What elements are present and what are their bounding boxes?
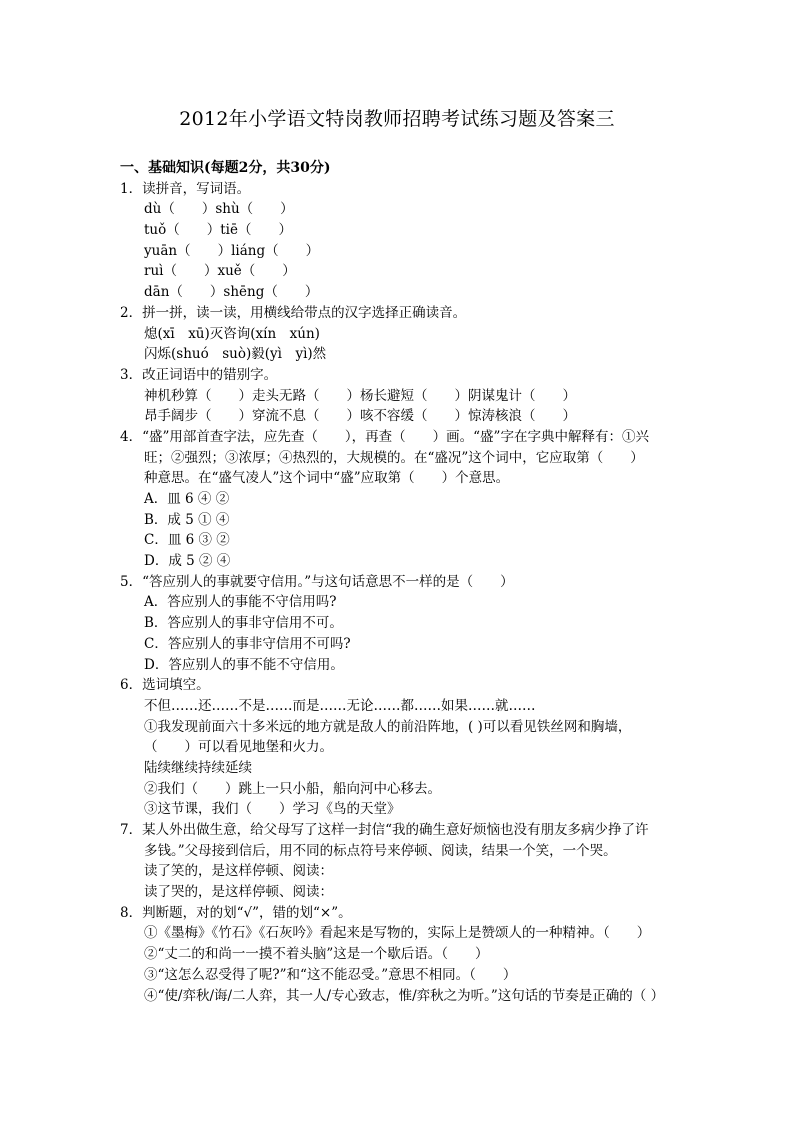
judgement-item: ①《墨梅》《竹石》《石灰吟》看起来是写物的，实际上是赞颂人的一种精神。（ ）	[144, 925, 651, 942]
question-1	[120, 179, 680, 303]
option-a: A．皿 6 ④ ②	[144, 491, 230, 507]
fill-sentence: ②我们（ ）跳上一只小船，船向河中心移去。	[144, 780, 441, 797]
pinyin-item: ruì（ ）xuě（ ）	[144, 263, 296, 280]
fill-sentence-cont: （ ）可以看见地堡和火力。	[144, 739, 333, 756]
question-6	[120, 675, 680, 820]
judgement-item: ②“丈二的和尚一一摸不着头脑”这是一个歇后语。（ ）	[144, 946, 489, 963]
typo-item: 昂手阔步（ ）穿流不息（ ）咳不容缓（ ）惊涛核浪（ ）	[144, 408, 576, 425]
answer-prompt: 读了哭的，是这样停顿、阅读：	[144, 884, 333, 901]
question-5	[120, 572, 680, 675]
pinyin-item: dān（ ）shēng（ ）	[144, 284, 319, 301]
question-stem-cont: 多钱。”父母接到信后，用不同的标点符号来停顿、阅读，结果一个笑，一个哭。	[144, 842, 617, 859]
question-stem: 2．拼一拼，读一读，用横线给带点的汉字选择正确读音。	[120, 304, 467, 321]
option-c: C．皿 6 ③ ②	[144, 532, 230, 549]
question-7	[120, 820, 680, 903]
question-8	[120, 903, 680, 1006]
typo-item: 神机秒算（ ）走头无路（ ）杨长避短（ ）阴谋鬼计（ ）	[144, 387, 576, 404]
pinyin-item: yuān（ ）liáng（ ）	[144, 242, 320, 259]
judgement-item: ③“这怎么忍受得了呢?”和“这不能忍受。”意思不相同。（ ）	[144, 966, 517, 983]
question-stem: 8．判断题，对的划“√”，错的划“×”。	[120, 904, 352, 921]
fill-sentence: ①我发现前面六十多米远的地方就是敌人的前沿阵地，( )可以看见铁丝网和胸墙，	[144, 718, 632, 735]
option-a: A．答应别人的事能不守信用吗?	[144, 594, 337, 611]
question-stem-cont: 种意思。在“盛气凌人”这个词中“盛”应取第（ ）个意思。	[144, 470, 510, 487]
word-bank: 陆续继续持续延续	[144, 759, 252, 776]
section-heading: 一、基础知识(每题2分，共30分)	[120, 160, 331, 176]
question-stem: 1．读拼音，写词语。	[120, 180, 251, 197]
question-stem: 3．改正词语中的错别字。	[120, 366, 278, 383]
option-d: D．答应别人的事不能不守信用。	[144, 656, 344, 673]
question-stem-cont: 旺；②强烈；③浓厚；④热烈的，大规模的。在“盛况”这个词中，它应取第（ ）	[144, 449, 644, 466]
question-stem: 5．“答应别人的事就要守信用。”与这句话意思不一样的是（ ）	[120, 573, 514, 590]
page-title: 2012年小学语文特岗教师招聘考试练习题及答案三	[179, 108, 615, 130]
pinyin-item: tuǒ（ ）tiē（ ）	[144, 222, 292, 239]
judgement-item: ④“使/弈秋/诲/二人弈，其一人/专心致志，惟/弈秋之为听。”这句话的节奏是正确的（ ）	[144, 987, 665, 1004]
question-stem: 4．“盛”用部首查字法，应先查（ ），再查（ ）画。“盛”字在字典中解释有：①兴	[120, 428, 649, 445]
question-3	[120, 365, 680, 427]
option-b: B．成 5 ① ④	[144, 511, 230, 528]
option-c: C．答应别人的事非守信用不可吗?	[144, 635, 351, 652]
question-stem: 6．选词填空。	[120, 677, 210, 694]
answer-prompt: 读了笑的，是这样停顿、阅读：	[144, 863, 333, 880]
document-body	[120, 158, 680, 1006]
word-bank: 不但……还……不是……而是……无论……都……如果……就……	[144, 697, 536, 714]
pinyin-item: dù（ ）shù（ ）	[144, 201, 294, 218]
pronunciation-item: 闪烁(shuó suò)毅(yì yì)然	[144, 346, 327, 363]
fill-sentence: ③这节课，我们（ ）学习《鸟的天堂》	[144, 801, 401, 818]
question-4	[120, 427, 680, 572]
question-2	[120, 303, 680, 365]
option-d: D．成 5 ② ④	[144, 553, 231, 570]
question-stem: 7．某人外出做生意，给父母写了这样一封信“我的确生意好烦恼也没有朋友多病少挣了许	[120, 822, 649, 838]
pronunciation-item: 熄(xī xū)灭咨询(xín xún)	[144, 325, 320, 342]
option-b: B．答应别人的事非守信用不可。	[144, 615, 343, 632]
